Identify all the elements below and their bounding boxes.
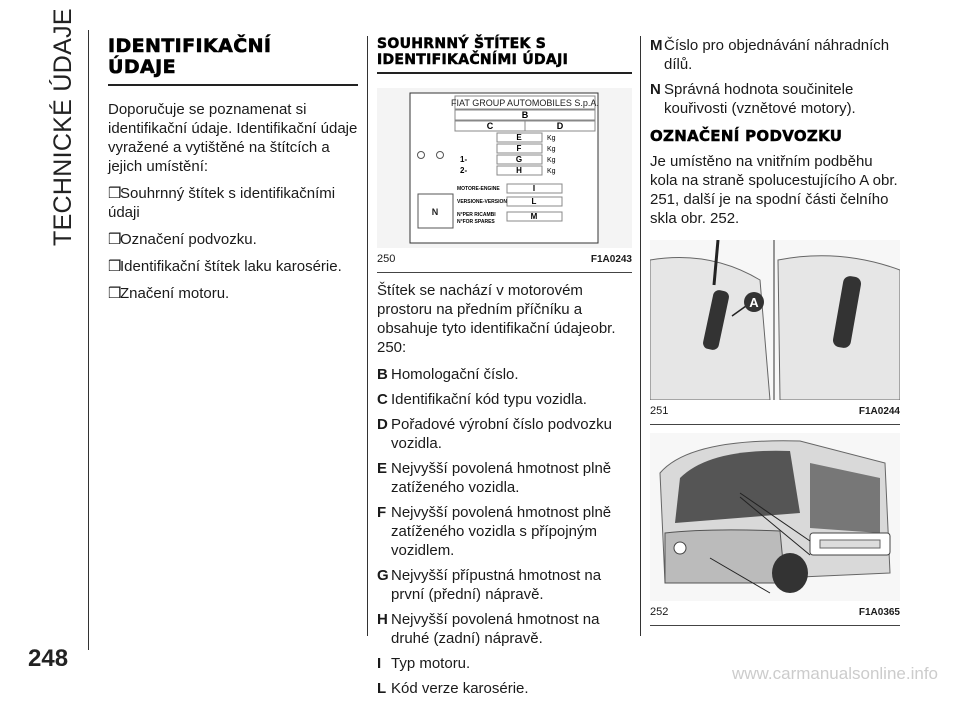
svg-text:VERSIONE-VERSION: VERSIONE-VERSION (457, 198, 508, 205)
page-number: 248 (28, 645, 69, 672)
svg-text:A: A (749, 295, 759, 310)
svg-text:M: M (530, 211, 538, 221)
figure-252 (650, 433, 900, 626)
svg-text:C: C (486, 120, 494, 131)
checkbox-bullet-icon: ❒ (108, 284, 122, 302)
figure-caption (650, 400, 900, 424)
list-item: M Číslo pro objednávání náhradních dílů. (650, 37, 890, 73)
heading-rule (108, 84, 358, 86)
svg-text:2-: 2- (460, 165, 468, 175)
figure-number: 250 (377, 252, 396, 265)
figure-caption (377, 248, 632, 272)
svg-text:F: F (516, 143, 522, 153)
list-item: G Nejvyšší přípustná hmotnost na první (přední) nápravě. (377, 566, 602, 603)
intro-paragraph: Doporučuje se poznamenat si identifikační údaje. Identifikační údaje vyražené a vytištěné na štítcích a jejich umístění: (108, 100, 358, 175)
svg-text:Kg: Kg (547, 167, 556, 175)
svg-text:Kg: Kg (547, 134, 556, 142)
column-divider (640, 36, 641, 636)
plate-intro-paragraph: Štítek se nachází v motorovém prostoru na předním příčníku a obsahuje tyto identifikační údajeobr. 250: (377, 281, 616, 356)
svg-text:N°FOR SPARES: N°FOR SPARES (457, 218, 495, 225)
column-summary-plate (377, 36, 632, 704)
column-chassis (650, 36, 900, 626)
svg-text:L: L (531, 196, 537, 206)
identification-plate-illustration (377, 88, 632, 248)
list-item: ❒Značení motoru. (108, 284, 230, 302)
list-item: L Kód verze karosérie. (377, 679, 529, 697)
svg-text:1-: 1- (460, 154, 468, 164)
list-item: ❒Souhrnný štítek s identifikačními údaji (108, 184, 336, 221)
figure-number: 251 (650, 405, 669, 417)
checkbox-bullet-icon: ❒ (108, 257, 122, 275)
list-item: C Identifikační kód typu vozidla. (377, 390, 587, 408)
figure-code: F1A0243 (590, 253, 632, 265)
figure-250 (377, 88, 632, 273)
checkbox-bullet-icon: ❒ (108, 184, 122, 202)
wheel-arch-illustration (650, 240, 900, 400)
svg-text:Kg: Kg (547, 145, 556, 153)
list-item: I Typ motoru. (377, 654, 471, 672)
windscreen-van-illustration (650, 433, 900, 601)
svg-text:FIAT GROUP AUTOMOBILES S.p.A.: FIAT GROUP AUTOMOBILES S.p.A. (451, 97, 599, 108)
checkbox-bullet-icon: ❒ (108, 230, 122, 248)
list-item: D Pořadové výrobní číslo podvozku vozidla. (377, 415, 612, 452)
list-item: ❒Identifikační štítek laku karosérie. (108, 257, 342, 275)
svg-text:N: N (431, 206, 439, 217)
heading-rule (377, 72, 632, 74)
section-heading-summary-plate: SOUHRNNÝ ŠTÍTEK S IDENTIFIKAČNÍMI ÚDAJI (377, 36, 569, 68)
section-heading-identification: IDENTIFIKAČNÍ ÚDAJE (108, 35, 272, 78)
list-item: E Nejvyšší povolená hmotnost plně zatíženého vozidla. (377, 459, 612, 496)
svg-text:N°PER RICAMBI: N°PER RICAMBI (457, 211, 496, 218)
svg-text:E: E (516, 132, 522, 142)
figure-code: F1A0244 (858, 406, 900, 417)
svg-text:G: G (515, 154, 523, 164)
figure-251 (650, 240, 900, 425)
svg-text:D: D (556, 120, 564, 131)
column-identification (108, 36, 358, 311)
side-section-title: TECHNICKÉ ÚDAJE (49, 8, 77, 246)
figure-code: F1A0365 (858, 607, 900, 618)
list-item: N Správná hodnota součinitele kouřivosti (vznětové motory). (650, 81, 856, 117)
svg-text:B: B (521, 109, 529, 120)
svg-text:I: I (532, 183, 536, 193)
figure-caption (650, 601, 900, 625)
margin-rule (88, 30, 89, 650)
column-divider (367, 36, 368, 636)
section-heading-chassis: OZNAČENÍ PODVOZKU (650, 127, 843, 145)
svg-text:MOTORE-ENGINE: MOTORE-ENGINE (457, 185, 500, 192)
list-item: B Homologační číslo. (377, 365, 519, 383)
figure-number: 252 (650, 606, 669, 618)
chassis-paragraph: Je umístěno na vnitřním podběhu kola na straně spolucestujícího A obr. 251, další je na spodní části čelního skla obr. 252. (650, 153, 898, 227)
svg-text:Kg: Kg (547, 156, 556, 164)
list-item: H Nejvyšší povolená hmotnost na druhé (zadní) nápravě. (377, 610, 600, 647)
svg-text:H: H (516, 165, 522, 175)
list-item: F Nejvyšší povolená hmotnost plně zatíženého vozidla s přípojným vozidlem. (377, 503, 612, 559)
list-item: ❒Označení podvozku. (108, 230, 257, 248)
watermark-url: www.carmanualsonline.info (732, 664, 938, 683)
